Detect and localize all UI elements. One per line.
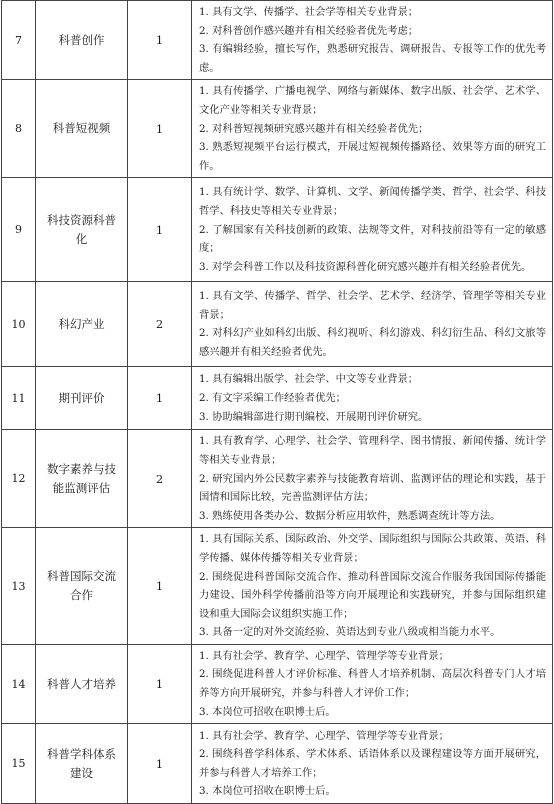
requirements [192, 178, 553, 282]
requirements [192, 80, 553, 178]
position-table [1, 0, 553, 804]
requirement-line: 2. 研究国内外公民数字素养与技能教育培训、监测评估的理论和实践，基于国情和国际比较，完善监测评估方法； [199, 472, 546, 504]
row-number: 12 [2, 430, 36, 528]
requirement-line: 3. 具备一定的对外交流经验、英语达到专业八级或相当能力水平。 [199, 626, 501, 639]
position-name: 科普学科体系建设 [36, 724, 128, 804]
requirement-line: 2. 围绕促进科普人才评价标准、科普人才培养机制、高层次科普专门人才培养等方向开展研究，并参与科普人才评价工作； [199, 668, 546, 700]
requirement-line: 2. 对科普短视频研究感兴趣并有相关经验者优先； [199, 122, 429, 135]
table-row [2, 1, 553, 80]
requirement-line: 2. 对科普创作感兴趣并有相关经验者优先考虑； [199, 24, 419, 37]
requirement-line: 1. 具有社会学、教育学、心理学、管理学等专业背景； [199, 649, 449, 662]
headcount: 1 [128, 178, 192, 282]
requirement-line: 3. 本岗位可招收在职博士后。 [199, 785, 336, 798]
requirements [192, 282, 553, 367]
position-name: 科幻产业 [36, 282, 128, 367]
table-row [2, 367, 553, 430]
requirement-line: 1. 具有编辑出版学、社会学、中文等专业背景； [199, 373, 419, 386]
position-name: 科普国际交流合作 [36, 528, 128, 645]
requirement-line: 2. 围绕科普学科体系、学术体系、话语体系以及课程建设等方面开展研究，并参与科普人才培养工作； [199, 748, 546, 779]
position-name: 科普短视频 [36, 80, 128, 178]
row-number: 8 [2, 80, 36, 178]
headcount: 1 [128, 528, 192, 645]
headcount: 2 [128, 430, 192, 528]
row-number: 10 [2, 282, 36, 367]
requirements [192, 1, 553, 80]
requirement-line: 3. 协助编辑部进行期刊编校、开展期刊评价研究。 [199, 410, 429, 423]
position-name: 科普创作 [36, 1, 128, 80]
requirement-line: 1. 具有传播学、广播电视学、网络与新媒体、数字出版、社会学、艺术学、文化产业等相关专业背景； [199, 85, 546, 116]
requirement-line: 1. 具有文学、传播学、社会学等相关专业背景； [199, 6, 419, 18]
position-name: 科普人才培养 [36, 644, 128, 723]
row-number: 14 [2, 644, 36, 723]
headcount: 1 [128, 1, 192, 80]
requirement-line: 1. 具有国际关系、国际政治、外交学、国际组织与国际公共政策、英语、科学传播、媒体传播等相关专业背景； [199, 533, 546, 564]
requirements [192, 430, 553, 528]
requirement-line: 1. 具有社会学、教育学、心理学、管理学等专业背景； [199, 729, 449, 742]
requirement-line: 3. 有编辑经验，擅长写作，熟悉研究报告、调研报告、专报等工作的优先考虑。 [199, 43, 546, 74]
requirement-line: 3. 熟练使用各类办公、数据分析应用软件，熟悉调查统计等方法。 [199, 509, 501, 522]
headcount: 1 [128, 80, 192, 178]
position-name: 科技资源科普化 [36, 178, 128, 282]
requirement-line: 1. 具有教育学、心理学、社会学、管理科学、图书情报、新闻传播、统计学等相关专业背景； [199, 435, 546, 466]
table-row [2, 724, 553, 804]
requirement-line: 2. 了解国家有关科技创新的政策、法规等文件，对科技前沿等有一定的敏感度； [199, 223, 546, 255]
requirements [192, 644, 553, 723]
position-name: 期刊评价 [36, 367, 128, 430]
table-row [2, 178, 553, 282]
requirement-line: 2. 有文字采编工作经验者优先； [199, 392, 346, 405]
requirement-line: 1. 具有文学、传播学、哲学、社会学、艺术学、经济学、管理学等相关专业背景； [199, 290, 546, 321]
row-number: 9 [2, 178, 36, 282]
requirement-line: 3. 熟悉短视频平台运行模式，开展过短视频传播路径、效果等方面的研究工作。 [199, 141, 546, 172]
headcount: 1 [128, 724, 192, 804]
table-row [2, 430, 553, 528]
requirements [192, 528, 553, 645]
table-row [2, 80, 553, 178]
row-number: 15 [2, 724, 36, 804]
table-row [2, 644, 553, 723]
headcount: 1 [128, 367, 192, 430]
requirement-line: 3. 本岗位可招收在职博士后。 [199, 705, 336, 718]
row-number: 13 [2, 528, 36, 645]
requirement-line: 1. 具有统计学、数学、计算机、文学、新闻传播学类、哲学、社会学、科技哲学、科技史等相关专业背景； [199, 186, 546, 217]
row-number: 7 [2, 1, 36, 80]
requirement-line: 2. 围绕促进科普国际交流合作、推动科普国际交流合作服务我国国际传播能力建设、国外科学传播前沿等方向开展理论和实践研究，并参与国际组织建设和重大国际会议组织实施工作； [199, 570, 546, 620]
row-number: 11 [2, 367, 36, 430]
table-row [2, 282, 553, 367]
requirement-line: 2. 对科幻产业如科幻出版、科幻视听、科幻游戏、科幻衍生品、科幻文旅等感兴趣并有相关经验者优先。 [199, 327, 546, 358]
headcount: 1 [128, 644, 192, 723]
requirements [192, 724, 553, 804]
position-name: 数字素养与技能监测评估 [36, 430, 128, 528]
requirements [192, 367, 553, 430]
table-row [2, 528, 553, 645]
requirement-line: 3. 对学会科普工作以及科技资源科普化研究感兴趣并有相关经验者优先。 [199, 260, 532, 273]
headcount: 2 [128, 282, 192, 367]
